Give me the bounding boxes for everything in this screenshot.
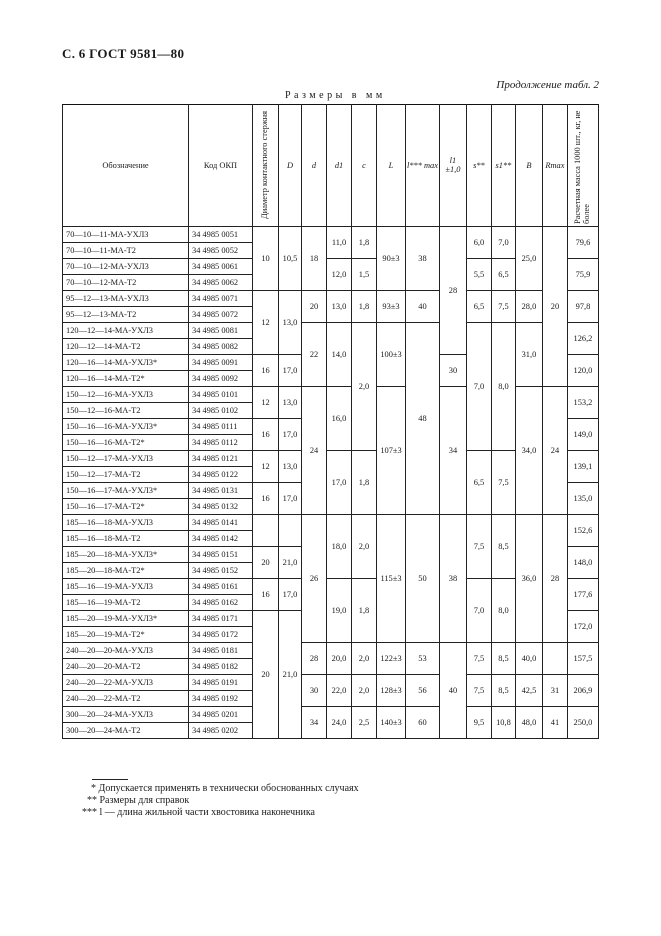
designation-cell: 95—12—13-МА-УХЛ3 — [63, 291, 189, 307]
table-row — [63, 643, 599, 659]
rod-cell: 16 — [253, 419, 279, 451]
D-cell: 13,0 — [279, 451, 302, 483]
designation-cell: 150—12—17-МА-УХЛ3 — [63, 451, 189, 467]
designation-cell: 240—20—20-МА-Т2 — [63, 659, 189, 675]
d-cell: 22 — [302, 323, 327, 387]
mass-cell: 149,0 — [567, 419, 598, 451]
L-cell: 140±3 — [377, 707, 406, 739]
s-cell: 6,5 — [466, 291, 491, 323]
okp-cell: 34 4985 0152 — [189, 563, 253, 579]
col-d: d — [302, 105, 327, 227]
designation-cell: 120—16—14-МА-УХЛ3* — [63, 355, 189, 371]
designation-cell: 185—20—19-МА-УХЛ3* — [63, 611, 189, 627]
col-c: c — [352, 105, 377, 227]
Rmax-cell: 20 — [542, 227, 567, 387]
okp-cell: 34 4985 0112 — [189, 435, 253, 451]
s-cell: 5,5 — [466, 259, 491, 291]
rod-cell — [253, 515, 279, 547]
d-cell: 18 — [302, 227, 327, 291]
okp-cell: 34 4985 0171 — [189, 611, 253, 627]
B-cell: 28,0 — [515, 291, 542, 323]
designation-cell: 185—16—18-МА-УХЛ3 — [63, 515, 189, 531]
rod-cell: 12 — [253, 387, 279, 419]
mass-cell: 157,5 — [567, 643, 598, 675]
c-cell: 2,0 — [352, 515, 377, 579]
mass-cell: 152,6 — [567, 515, 598, 547]
mass-cell: 75,9 — [567, 259, 598, 291]
s-cell: 9,5 — [466, 707, 491, 739]
mass-cell: 135,0 — [567, 483, 598, 515]
c-cell: 2,0 — [352, 675, 377, 707]
designation-cell: 185—20—19-МА-Т2* — [63, 627, 189, 643]
okp-cell: 34 4985 0091 — [189, 355, 253, 371]
c-cell: 1,8 — [352, 579, 377, 643]
rod-cell: 20 — [253, 547, 279, 579]
s1-cell: 8,0 — [491, 323, 515, 451]
designation-cell: 150—16—17-МА-Т2* — [63, 499, 189, 515]
dimensions-caption: Размеры в мм — [285, 90, 386, 101]
s1-cell: 6,5 — [491, 259, 515, 291]
l1-cell: 40 — [439, 643, 466, 739]
s1-cell: 7,0 — [491, 227, 515, 259]
col-rod-diameter: Диаметр контактного стержня — [253, 105, 279, 227]
okp-cell: 34 4985 0141 — [189, 515, 253, 531]
okp-cell: 34 4985 0161 — [189, 579, 253, 595]
d-cell: 24 — [302, 387, 327, 515]
designation-cell: 150—16—16-МА-Т2* — [63, 435, 189, 451]
s-cell: 7,0 — [466, 579, 491, 643]
d1-cell: 20,0 — [327, 643, 352, 675]
designation-cell: 185—16—18-МА-Т2 — [63, 531, 189, 547]
designation-cell: 150—12—16-МА-Т2 — [63, 403, 189, 419]
designation-cell: 150—16—17-МА-УХЛ3* — [63, 483, 189, 499]
table-row — [63, 387, 599, 403]
okp-cell: 34 4985 0131 — [189, 483, 253, 499]
s1-cell: 8,5 — [491, 515, 515, 579]
d1-cell: 22,0 — [327, 675, 352, 707]
s-cell: 7,5 — [466, 515, 491, 579]
L-cell: 115±3 — [377, 515, 406, 643]
designation-cell: 120—12—14-МА-УХЛ3 — [63, 323, 189, 339]
s-cell: 6,0 — [466, 227, 491, 259]
c-cell: 1,8 — [352, 227, 377, 259]
lmax-cell: 60 — [406, 707, 440, 739]
s1-cell: 8,5 — [491, 643, 515, 675]
d1-cell: 13,0 — [327, 291, 352, 323]
designation-cell: 240—20—22-МА-Т2 — [63, 691, 189, 707]
L-cell: 107±3 — [377, 387, 406, 515]
c-cell: 2,5 — [352, 707, 377, 739]
okp-cell: 34 4985 0102 — [189, 403, 253, 419]
mass-cell: 172,0 — [567, 611, 598, 643]
designation-cell: 185—20—18-МА-УХЛ3* — [63, 547, 189, 563]
designation-cell: 300—20—24-МА-Т2 — [63, 723, 189, 739]
B-cell: 36,0 — [515, 515, 542, 643]
d-cell: 28 — [302, 643, 327, 675]
designation-cell: 70—10—12-МА-УХЛ3 — [63, 259, 189, 275]
okp-cell: 34 4985 0081 — [189, 323, 253, 339]
D-cell: 13,0 — [279, 291, 302, 355]
okp-cell: 34 4985 0092 — [189, 371, 253, 387]
okp-cell: 34 4985 0121 — [189, 451, 253, 467]
s1-cell: 8,5 — [491, 675, 515, 707]
lmax-cell: 56 — [406, 675, 440, 707]
mass-cell: 97,8 — [567, 291, 598, 323]
D-cell: 17,0 — [279, 483, 302, 515]
designation-cell: 70—10—12-МА-Т2 — [63, 275, 189, 291]
designation-cell: 185—16—19-МА-Т2 — [63, 595, 189, 611]
lmax-cell: 40 — [406, 291, 440, 323]
D-cell: 21,0 — [279, 547, 302, 579]
B-cell: 31,0 — [515, 323, 542, 387]
Rmax-cell: 41 — [542, 707, 567, 739]
okp-cell: 34 4985 0132 — [189, 499, 253, 515]
designation-cell: 300—20—24-МА-УХЛ3 — [63, 707, 189, 723]
designation-cell: 150—16—16-МА-УХЛ3* — [63, 419, 189, 435]
D-cell: 21,0 — [279, 611, 302, 739]
s-cell: 7,0 — [466, 323, 491, 451]
d1-cell: 24,0 — [327, 707, 352, 739]
D-cell: 17,0 — [279, 355, 302, 387]
d1-cell: 11,0 — [327, 227, 352, 259]
rod-cell: 20 — [253, 611, 279, 739]
s1-cell: 10,8 — [491, 707, 515, 739]
col-Rmax: Rmax — [542, 105, 567, 227]
lmax-cell: 38 — [406, 227, 440, 291]
designation-cell: 240—20—22-МА-УХЛ3 — [63, 675, 189, 691]
mass-cell: 139,1 — [567, 451, 598, 483]
table-row — [63, 707, 599, 723]
mass-cell: 120,0 — [567, 355, 598, 387]
s-cell: 7,5 — [466, 675, 491, 707]
col-l1: l1 ±1,0 — [439, 105, 466, 227]
c-cell: 1,8 — [352, 291, 377, 323]
table-row — [63, 291, 599, 307]
okp-cell: 34 4985 0061 — [189, 259, 253, 275]
okp-cell: 34 4985 0181 — [189, 643, 253, 659]
L-cell: 93±3 — [377, 291, 406, 323]
table-row — [63, 323, 599, 339]
col-mass: Расчетная масса 1000 шт., кг, не более — [567, 105, 598, 227]
okp-cell: 34 4985 0151 — [189, 547, 253, 563]
okp-cell: 34 4985 0142 — [189, 531, 253, 547]
okp-cell: 34 4985 0062 — [189, 275, 253, 291]
rod-cell: 12 — [253, 291, 279, 355]
D-cell: 17,0 — [279, 419, 302, 451]
okp-cell: 34 4985 0172 — [189, 627, 253, 643]
mass-cell: 153,2 — [567, 387, 598, 419]
c-cell: 2,0 — [352, 323, 377, 451]
mass-cell: 177,6 — [567, 579, 598, 611]
table-row — [63, 227, 599, 243]
s1-cell: 8,0 — [491, 579, 515, 643]
okp-cell: 34 4985 0122 — [189, 467, 253, 483]
rod-cell: 12 — [253, 451, 279, 483]
rod-cell: 16 — [253, 355, 279, 387]
okp-cell: 34 4985 0162 — [189, 595, 253, 611]
footnote-separator — [92, 779, 128, 780]
L-cell: 90±3 — [377, 227, 406, 291]
col-lmax: l*** max — [406, 105, 440, 227]
mass-cell: 148,0 — [567, 547, 598, 579]
footnote-2: ** Размеры для справок — [87, 795, 190, 806]
designation-cell: 150—12—17-МА-Т2 — [63, 467, 189, 483]
Rmax-cell — [542, 643, 567, 675]
okp-cell: 34 4985 0111 — [189, 419, 253, 435]
footnote-3: *** l — длина жильной части хвостовика наконечника — [82, 807, 315, 818]
designation-cell: 240—20—20-МА-УХЛ3 — [63, 643, 189, 659]
mass-cell: 250,0 — [567, 707, 598, 739]
page-header: С. 6 ГОСТ 9581—80 — [62, 46, 185, 61]
d1-cell: 14,0 — [327, 323, 352, 387]
lmax-cell: 50 — [406, 515, 440, 643]
L-cell: 122±3 — [377, 643, 406, 675]
d1-cell: 17,0 — [327, 451, 352, 515]
L-cell: 100±3 — [377, 323, 406, 387]
c-cell: 1,5 — [352, 259, 377, 291]
designation-cell: 185—16—19-МА-УХЛ3 — [63, 579, 189, 595]
d-cell: 26 — [302, 515, 327, 643]
col-d1: d1 — [327, 105, 352, 227]
l1-cell: 30 — [439, 355, 466, 387]
okp-cell: 34 4985 0202 — [189, 723, 253, 739]
designation-cell: 70—10—11-МА-УХЛ3 — [63, 227, 189, 243]
s1-cell: 7,5 — [491, 451, 515, 515]
mass-cell: 206,9 — [567, 675, 598, 707]
d1-cell: 12,0 — [327, 259, 352, 291]
d-cell: 34 — [302, 707, 327, 739]
lmax-cell: 48 — [406, 323, 440, 515]
footnote-1: * Допускается применять в технически обоснованных случаях — [91, 783, 359, 794]
okp-cell: 34 4985 0071 — [189, 291, 253, 307]
B-cell: 34,0 — [515, 387, 542, 515]
rod-cell: 16 — [253, 579, 279, 611]
col-designation: Обозначение — [63, 105, 189, 227]
okp-cell: 34 4985 0101 — [189, 387, 253, 403]
okp-cell: 34 4985 0182 — [189, 659, 253, 675]
l1-cell: 38 — [439, 515, 466, 643]
Rmax-cell: 28 — [542, 515, 567, 643]
lmax-cell: 53 — [406, 643, 440, 675]
okp-cell: 34 4985 0191 — [189, 675, 253, 691]
s-cell: 6,5 — [466, 451, 491, 515]
table-row — [63, 675, 599, 691]
mass-cell: 126,2 — [567, 323, 598, 355]
okp-cell: 34 4985 0192 — [189, 691, 253, 707]
col-s1: s1** — [491, 105, 515, 227]
designation-cell: 95—12—13-МА-Т2 — [63, 307, 189, 323]
table-continuation-note: Продолжение табл. 2 — [496, 79, 599, 91]
okp-cell: 34 4985 0201 — [189, 707, 253, 723]
col-L: L — [377, 105, 406, 227]
rod-cell: 16 — [253, 483, 279, 515]
designation-cell: 150—12—16-МА-УХЛ3 — [63, 387, 189, 403]
D-cell: 17,0 — [279, 579, 302, 611]
d1-cell: 18,0 — [327, 515, 352, 579]
Rmax-cell: 31 — [542, 675, 567, 707]
B-cell: 42,5 — [515, 675, 542, 707]
mass-cell: 79,6 — [567, 227, 598, 259]
D-cell: 10,5 — [279, 227, 302, 291]
d-cell: 30 — [302, 675, 327, 707]
D-cell — [279, 515, 302, 547]
l1-cell: 28 — [439, 227, 466, 355]
designation-cell: 70—10—11-МА-Т2 — [63, 243, 189, 259]
designation-cell: 185—20—18-МА-Т2* — [63, 563, 189, 579]
d-cell: 20 — [302, 291, 327, 323]
L-cell: 128±3 — [377, 675, 406, 707]
col-okp: Код ОКП — [189, 105, 253, 227]
rod-cell: 10 — [253, 227, 279, 291]
s1-cell: 7,5 — [491, 291, 515, 323]
designation-cell: 120—12—14-МА-Т2 — [63, 339, 189, 355]
c-cell: 1,8 — [352, 451, 377, 515]
d1-cell: 19,0 — [327, 579, 352, 643]
D-cell: 13,0 — [279, 387, 302, 419]
table-header-row — [63, 105, 599, 227]
l1-cell: 34 — [439, 387, 466, 515]
table-row — [63, 515, 599, 531]
okp-cell: 34 4985 0072 — [189, 307, 253, 323]
Rmax-cell: 24 — [542, 387, 567, 515]
col-s: s** — [466, 105, 491, 227]
designation-cell: 120—16—14-МА-Т2* — [63, 371, 189, 387]
lugs-table — [62, 104, 599, 739]
okp-cell: 34 4985 0052 — [189, 243, 253, 259]
B-cell: 25,0 — [515, 227, 542, 291]
s-cell: 7,5 — [466, 643, 491, 675]
B-cell: 48,0 — [515, 707, 542, 739]
col-B: B — [515, 105, 542, 227]
okp-cell: 34 4985 0051 — [189, 227, 253, 243]
B-cell: 40,0 — [515, 643, 542, 675]
col-D: D — [279, 105, 302, 227]
okp-cell: 34 4985 0082 — [189, 339, 253, 355]
c-cell: 2,0 — [352, 643, 377, 675]
d1-cell: 16,0 — [327, 387, 352, 451]
